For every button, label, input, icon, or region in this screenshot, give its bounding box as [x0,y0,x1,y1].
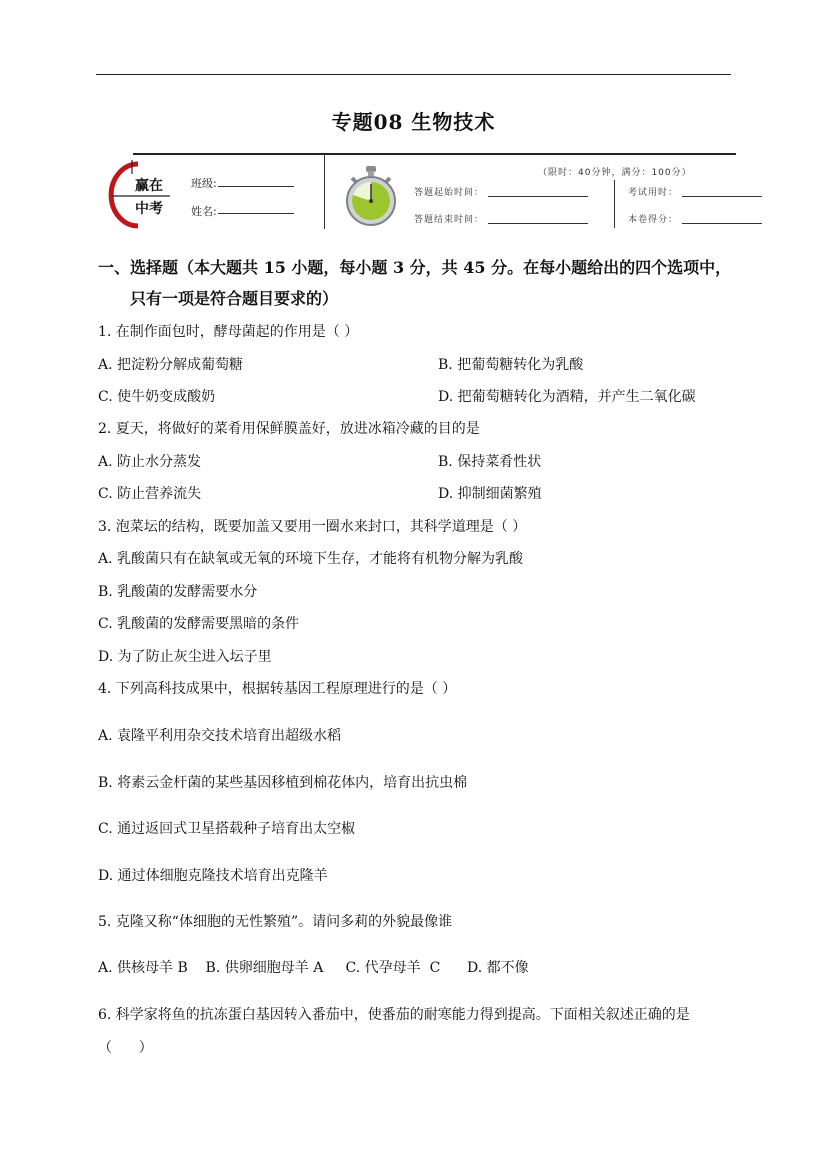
question-3-stem: 3. 泡菜坛的结构，既要加盖又要用一圈水来封口，其科学道理是（ ） [98,519,527,535]
question-3-option-c: C. 乳酸菌的发酵需要黑暗的条件 [98,616,300,632]
header-top-line [133,153,736,155]
question-1-stem: 1. 在制作面包时，酵母菌起的作用是（ ） [98,324,359,340]
name-label: 姓名: [191,205,217,218]
question-4-option-a: A. 袁隆平利用杂交技术培育出超级水稻 [98,728,342,744]
question-2-option-d: D. 抑制细菌繁殖 [438,486,542,502]
time-limit: （限时：40分钟，满分：100分） [538,168,692,178]
score-label: 本卷得分： [628,215,679,225]
exam-time-label: 考试用时： [628,188,679,198]
start-time-label: 答题起始时间： [414,188,485,198]
class-label: 班级: [191,177,217,190]
stopwatch-icon [343,165,399,227]
question-2-stem: 2. 夏天，将做好的菜肴用保鲜膜盖好，放进冰箱冷藏的目的是 [98,421,480,437]
question-6-stem: 6. 科学家将鱼的抗冻蛋白基因转入番茄中，使番茄的耐寒能力得到提高。下面相关叙述正确的是 [98,1007,690,1023]
question-6-stem-cont: （ ） [98,1040,153,1056]
question-2-option-c: C. 防止营养流失 [98,486,202,502]
start-time-field [488,196,588,197]
header-divider [324,155,325,229]
class-field [218,186,294,187]
question-2-option-a: A. 防止水分蒸发 [98,454,202,470]
question-3-option-d: D. 为了防止灰尘进入坛子里 [98,649,272,665]
section-heading-line1: 一、选择题（本大题共 15 小题，每小题 3 分，共 45 分。在每小题给出的四个选项中， [98,258,732,277]
logo [108,160,188,230]
logo-text-bottom: 中考 [135,201,163,217]
question-5-stem: 5. 克隆又称“体细胞的无性繁殖”。请问多莉的外貌最像谁 [98,914,453,930]
question-2-option-b: B. 保持菜肴性状 [438,454,542,470]
end-time-field [488,223,588,224]
question-1-option-a: A. 把淀粉分解成葡萄糖 [98,357,244,373]
question-1-option-b: B. 把葡萄糖转化为乳酸 [438,357,584,373]
score-field [682,223,762,224]
question-4-option-d: D. 通过体细胞克隆技术培育出克隆羊 [98,868,328,884]
question-1-option-d: D. 把葡萄糖转化为酒精，并产生二氧化碳 [438,389,696,405]
question-4-stem: 4. 下列高科技成果中，根据转基因工程原理进行的是（ ） [98,681,457,697]
top-rule [96,74,731,75]
question-4-option-c: C. 通过返回式卫星搭载种子培育出太空椒 [98,821,356,837]
end-time-label: 答题结束时间： [414,215,485,225]
question-1-option-c: C. 使牛奶变成酸奶 [98,389,216,405]
page-title: 专题08 生物技术 [331,110,496,134]
question-3-option-a: A. 乳酸菌只有在缺氧或无氧的环境下生存，才能将有机物分解为乳酸 [98,551,524,567]
question-3-option-b: B. 乳酸菌的发酵需要水分 [98,584,258,600]
section-heading-line2: 只有一项是符合题目要求的） [130,289,339,308]
question-4-option-b: B. 将素云金杆菌的某些基因移植到棉花体内，培育出抗虫棉 [98,775,468,791]
exam-time-field [682,196,762,197]
header-divider-right [614,180,615,228]
name-field [218,213,294,214]
question-5-options: A. 供核母羊 B B. 供卵细胞母羊 A C. 代孕母羊 C D. 都不像 [98,960,529,976]
logo-text-top: 赢在 [135,178,163,194]
